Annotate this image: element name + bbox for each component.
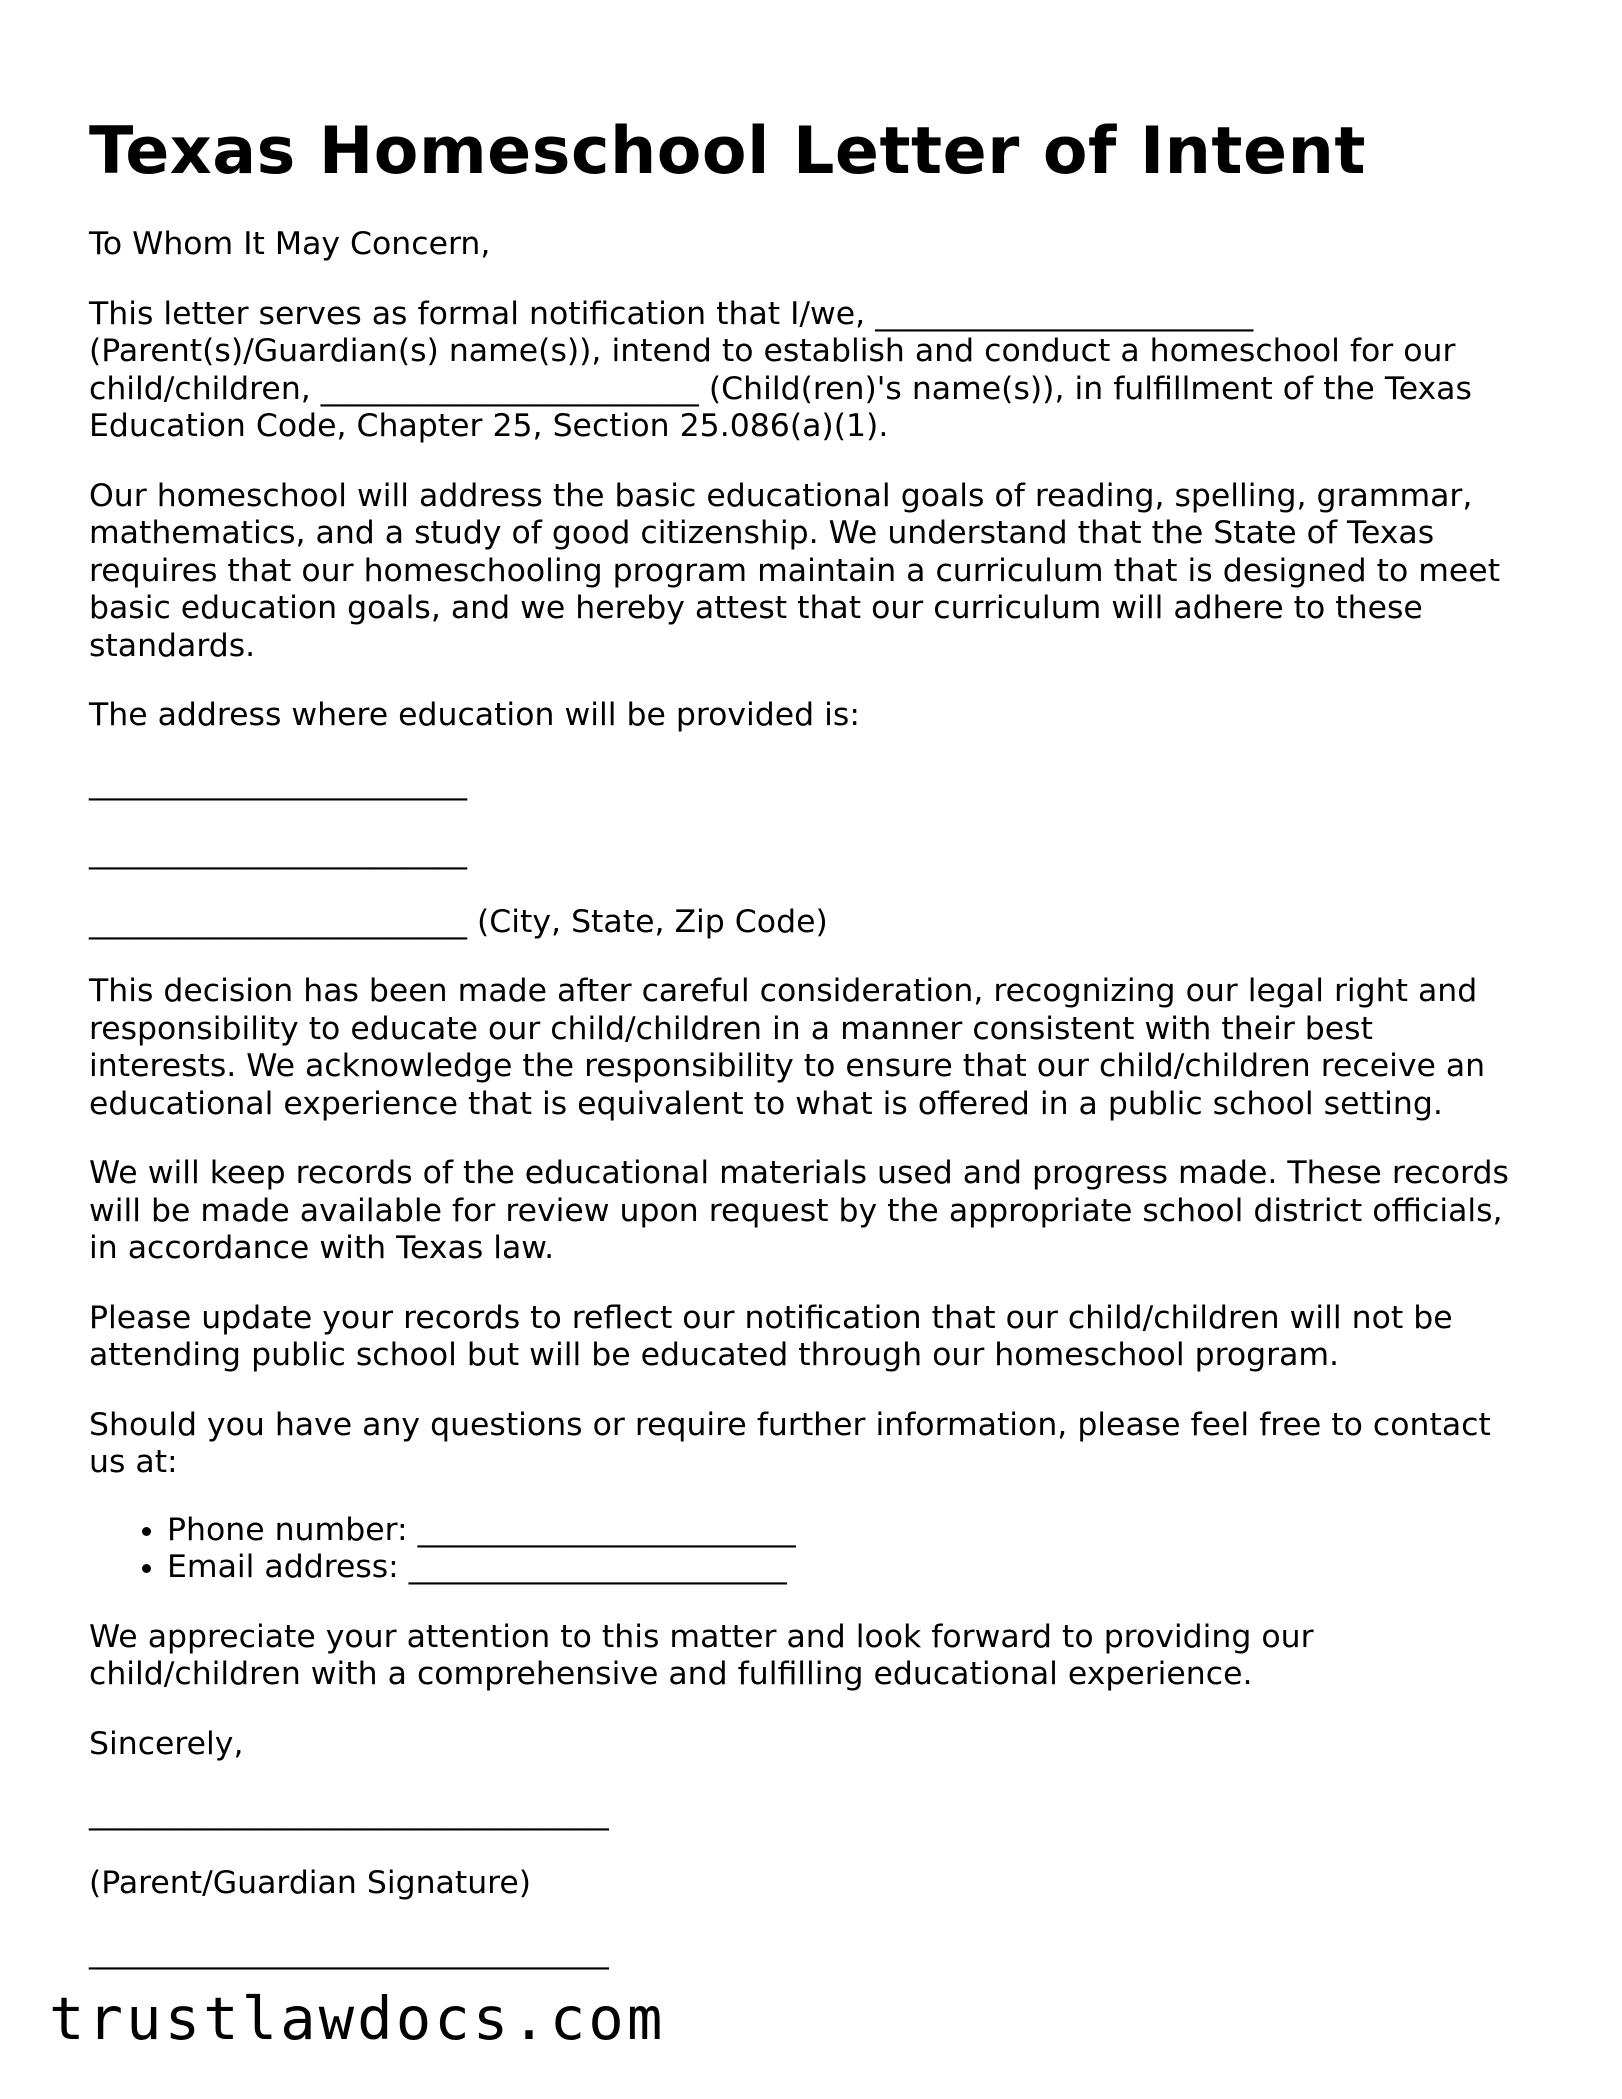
date-line: _________________________________ (89, 1934, 609, 1970)
curriculum-paragraph: Our homeschool will address the basic educational goals of reading, spelling, grammar, mathematics, and a study of good citizenship. We understand that the State of Texas requires that our homeschooling program maintain a curriculum that is designed to meet basic education goals, and we hereby attest that our curriculum will adhere to these standards. (89, 477, 1501, 664)
signature-label: (Parent/Guardian Signature) (89, 1864, 532, 1901)
phone-number-item: • Phone number: ________________________ (167, 1512, 1529, 1550)
salutation: To Whom It May Concern, (89, 226, 491, 262)
contact-list (89, 1512, 1529, 1587)
contact-paragraph: Should you have any questions or require further information, please feel free to contact us at: (89, 1406, 1491, 1480)
closing: Sincerely, (89, 1725, 244, 1762)
letter-page (89, 112, 1529, 2004)
watermark: trustlawdocs.com (49, 1984, 666, 2053)
address-line-2: ________________________ (89, 834, 467, 870)
records-paragraph: We will keep records of the educational materials used and progress made. These records will be made available for review upon request by the appropriate school district officials, in accordance with Texas law. (89, 1155, 1509, 1266)
page-title: Texas Homeschool Letter of Intent (89, 114, 1366, 189)
update-records-paragraph: Please update your records to reflect our notification that our child/children will not be attending public school but will be educated through our homeschool program. (89, 1299, 1453, 1373)
decision-paragraph: This decision has been made after careful consideration, recognizing our legal right and responsibility to educate our child/children in a manner consistent with their best interests. We acknowledge the responsibility to ensure that our child/children receive an educational experience that is equivalent to what is offered in a public school setting. (89, 973, 1486, 1122)
notification-paragraph: This letter serves as formal notification that I/we, ________________________ (Parent(s)/Guardian(s) name(s)), intend to establish and conduct a homeschool for our child/children, ________________________ (Child(ren)'s name(s)), in fulfillment of the Texas Education Code, Chapter 25, Section 25.086(a)(1). (89, 295, 1472, 444)
signature-line: _________________________________ (89, 1795, 609, 1831)
address-intro: The address where education will be provided is: (89, 697, 860, 733)
appreciation-paragraph: We appreciate your attention to this matter and look forward to providing our child/children with a comprehensive and fulfilling educational experience. (89, 1618, 1314, 1692)
address-line-1: ________________________ (89, 764, 467, 801)
email-address-item: • Email address: ________________________ (167, 1549, 1529, 1587)
address-line-3: ________________________ (City, State, Zip Code) (89, 903, 828, 940)
